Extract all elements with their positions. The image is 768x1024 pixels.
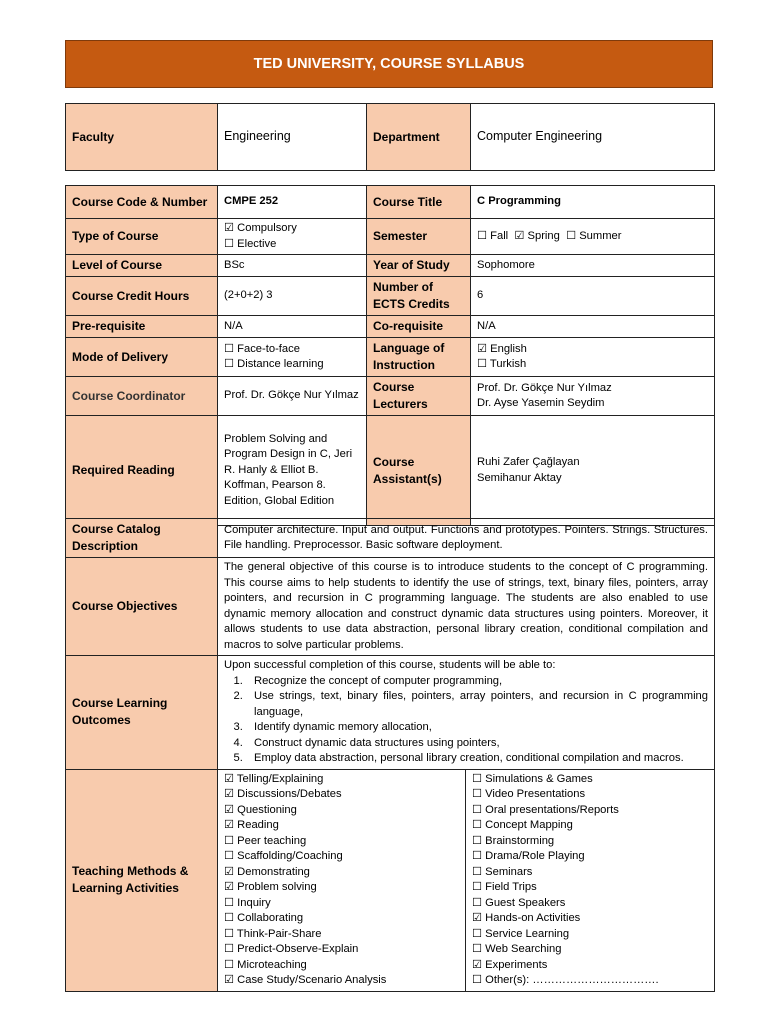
option-english: ☑ English [477, 342, 527, 355]
option-compulsory: ☑ Compulsory [224, 222, 297, 234]
list-item: 3. Identify dynamic memory allocation, [246, 720, 708, 736]
course-title-label: Course Title [367, 186, 471, 219]
list-item: ☐ Peer teaching [224, 834, 307, 847]
option-distance-learning: ☐ Distance learning [224, 358, 324, 370]
catalog-text: Computer architecture. Input and output. Functions and prototypes. Pointers. Strings. Structures. File handling. Preprocessor. Basic software deployment. [218, 519, 715, 558]
assistants-value [471, 416, 715, 526]
list-item: ☐ Video Presentations [472, 788, 586, 800]
list-item: ☐ Simulations & Games [472, 772, 593, 785]
outcomes-cell [218, 656, 715, 770]
corequisite-value: N/A [471, 316, 715, 338]
type-of-course-options [218, 219, 367, 255]
list-item: ☐ Field Trips [472, 881, 537, 893]
course-info-table [65, 185, 715, 526]
methods-label: Teaching Methods & Learning Activities [66, 769, 218, 991]
faculty-label: Faculty [66, 104, 218, 171]
delivery-options [218, 338, 367, 377]
list-item: ☑ Experiments [472, 958, 548, 971]
semester-label: Semester [367, 219, 471, 255]
list-item: 1. Recognize the concept of computer programming, [246, 674, 708, 690]
list-item: ☑ Demonstrating [224, 865, 310, 878]
list-item: ☑ Problem solving [224, 881, 317, 893]
assistant-name: Ruhi Zafer Çağlayan [477, 456, 580, 468]
option-turkish: ☐ Turkish [477, 358, 527, 370]
list-item: 5. Employ data abstraction, personal library creation, conditional compilation and macros. [246, 751, 708, 767]
year-value: Sophomore [471, 255, 715, 277]
course-title-value: C Programming [471, 186, 715, 219]
list-item: ☐ Seminars [472, 865, 533, 878]
list-item: ☑ Reading [224, 819, 279, 831]
list-item: ☑ Telling/Explaining [224, 772, 324, 785]
level-label: Level of Course [66, 255, 218, 277]
required-reading-value: Problem Solving and Program Design in C, Jeri R. Hanly & Elliot B. Koffman, Pearson 8. Edition, Global Edition [218, 416, 367, 526]
prerequisite-value: N/A [218, 316, 367, 338]
level-value: BSc [218, 255, 367, 277]
prerequisite-label: Pre-requisite [66, 316, 218, 338]
catalog-label: Course Catalog Description [66, 519, 218, 558]
assistants-label: Course Assistant(s) [367, 416, 471, 526]
option-elective: ☐ Elective [224, 237, 277, 250]
option-face-to-face: ☐ Face-to-face [224, 342, 300, 355]
list-item: 2. Use strings, text, binary files, pointers, array pointers, and recursion in C programming language, [246, 689, 708, 720]
list-item: ☐ Guest Speakers [472, 896, 566, 909]
methods-right-column [466, 769, 715, 991]
objectives-text: The general objective of this course is to introduce students to the concept of C programming. This course aims to help students to identify the use of strings, text, binary files, pointers, array pointers, and recursion in C programming language. The students are also enabled to use dynamic memory allocation and construct dynamic data structures using pointers. Moreover, it allows students to use data abstraction, personal library creation, conditional compilation and macros to solve particular problems. [218, 558, 715, 656]
type-of-course-label: Type of Course [66, 219, 218, 255]
lecturer-name: Prof. Dr. Gökçe Nur Yılmaz [477, 381, 612, 394]
lecturers-value [471, 377, 715, 416]
list-item: ☑ Case Study/Scenario Analysis [224, 974, 387, 986]
outcomes-label: Course Learning Outcomes [66, 656, 218, 770]
lecturer-name: Dr. Ayse Yasemin Seydim [477, 397, 605, 409]
required-reading-label: Required Reading [66, 416, 218, 526]
outcomes-intro: Upon successful completion of this course, students will be able to: [224, 659, 556, 671]
list-item: ☐ Brainstorming [472, 834, 555, 847]
list-item: ☐ Other(s): ……………………………. [472, 974, 659, 986]
coordinator-label: Course Coordinator [66, 377, 218, 416]
language-options [471, 338, 715, 377]
faculty-table [65, 103, 715, 171]
list-item: ☑ Questioning [224, 803, 297, 816]
course-code-value: CMPE 252 [218, 186, 367, 219]
objectives-label: Course Objectives [66, 558, 218, 656]
department-label: Department [367, 104, 471, 171]
list-item: ☐ Scaffolding/Coaching [224, 850, 343, 862]
list-item: ☐ Inquiry [224, 896, 271, 909]
list-item: 4. Construct dynamic data structures using pointers, [246, 736, 708, 752]
semester-value: ☐ Fall ☑ Spring ☐ Summer [471, 219, 715, 255]
list-item: ☐ Concept Mapping [472, 819, 573, 831]
year-label: Year of Study [367, 255, 471, 277]
ects-value: 6 [471, 277, 715, 316]
assistant-name: Semihanur Aktay [477, 471, 562, 484]
list-item: ☐ Think-Pair-Share [224, 927, 322, 940]
page-title: TED UNIVERSITY, COURSE SYLLABUS [65, 40, 713, 88]
list-item: ☐ Web Searching [472, 943, 562, 955]
department-value: Computer Engineering [471, 104, 715, 171]
outcomes-list [224, 674, 708, 767]
language-label: Language of Instruction [367, 338, 471, 377]
ects-label: Number of ECTS Credits [367, 277, 471, 316]
course-details-table [65, 518, 715, 992]
credit-hours-value: (2+0+2) 3 [218, 277, 367, 316]
corequisite-label: Co-requisite [367, 316, 471, 338]
credit-hours-label: Course Credit Hours [66, 277, 218, 316]
methods-left-column [218, 769, 466, 991]
faculty-value: Engineering [218, 104, 367, 171]
delivery-label: Mode of Delivery [66, 338, 218, 377]
list-item: ☑ Discussions/Debates [224, 788, 342, 800]
list-item: ☐ Service Learning [472, 927, 570, 940]
list-item: ☑ Hands-on Activities [472, 912, 581, 924]
list-item: ☐ Oral presentations/Reports [472, 803, 619, 816]
list-item: ☐ Collaborating [224, 912, 304, 924]
list-item: ☐ Predict-Observe-Explain [224, 943, 359, 955]
course-code-label: Course Code & Number [66, 186, 218, 219]
list-item: ☐ Drama/Role Playing [472, 850, 585, 862]
list-item: ☐ Microteaching [224, 958, 307, 971]
coordinator-value: Prof. Dr. Gökçe Nur Yılmaz [218, 377, 367, 416]
lecturers-label: Course Lecturers [367, 377, 471, 416]
